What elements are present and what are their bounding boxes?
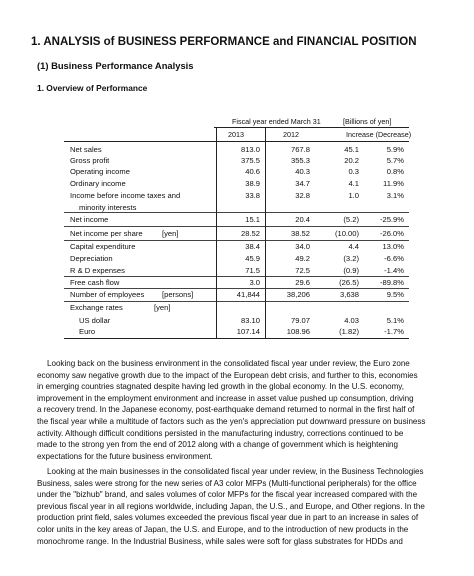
paragraph-line: made to the strong yen from the end of 2012 along with a change of government which is heightening [37, 440, 399, 450]
value-2013: 15.1 [245, 215, 260, 224]
paragraph-line: Looking at the main businesses in the consolidated fiscal year under review, in the Business Technologies [47, 467, 424, 476]
value-2013: 71.5 [245, 266, 260, 275]
value-2013: 41,844 [236, 290, 260, 299]
value-percent: -26.0% [379, 229, 404, 238]
paragraph [37, 466, 441, 547]
section-heading: 1. ANALYSIS of BUSINESS PERFORMANCE and FINANCIAL POSITION [31, 36, 417, 48]
value-increase: (10.00) [334, 229, 359, 238]
value-2013: 40.6 [245, 167, 260, 176]
value-2012: 79.07 [290, 316, 310, 325]
paragraph-line: economy saw negative growth due to the impact of the European debt crisis, and further to this, economies [37, 370, 418, 380]
value-2013: 38.4 [245, 242, 260, 251]
value-increase: (3.2) [343, 254, 359, 263]
row-label: Number of employees [70, 290, 145, 299]
value-2012: 49.2 [295, 254, 310, 263]
table-top-rule [214, 127, 409, 128]
paragraph-line: activity. Although difficult conditions persisted in the manufacturing industry, corrections continued to be [37, 428, 404, 438]
row-divider [64, 240, 409, 241]
exchange-currency: Euro [79, 327, 96, 336]
row-label: Income before income taxes and [70, 191, 181, 200]
value-2012: 34.7 [295, 179, 310, 188]
fiscal-year-header: Fiscal year ended March 31 [232, 117, 321, 126]
row-label: Free cash flow [70, 278, 120, 287]
value-increase: (5.2) [343, 215, 359, 224]
col-change-header: Increase (Decrease) [346, 130, 412, 139]
value-2012: 355.3 [290, 156, 310, 165]
row-unit: [persons] [162, 290, 194, 299]
row-divider [64, 301, 409, 302]
value-2013: 3.0 [249, 278, 260, 287]
table-divider-netincome [64, 212, 409, 213]
row-divider [64, 288, 409, 289]
value-percent: 5.9% [386, 145, 404, 154]
row-label: Net income [70, 215, 109, 224]
value-increase: 4.1 [348, 179, 359, 188]
paragraph-line: Looking back on the business environment in the consolidated fiscal year under review, the Euro zone [47, 359, 410, 368]
value-percent: 5.7% [386, 156, 404, 165]
value-increase: 4.4 [348, 242, 359, 251]
paragraph-line: production print field, sales volumes exceeded the previous fiscal year due in part to an increase in sales of [37, 513, 419, 523]
value-increase: 1.0 [348, 191, 359, 200]
value-percent: -89.8% [379, 278, 404, 287]
value-increase: (0.9) [343, 266, 359, 275]
paragraph-line: the fiscal year while a multitude of factors such as the yen's appreciation put downward pressure on business [37, 416, 426, 426]
value-increase: 20.2 [344, 156, 359, 165]
exchange-currency: US dollar [79, 316, 111, 325]
value-percent: 9.5% [386, 290, 404, 299]
value-2013: 45.9 [245, 254, 260, 263]
col-2013-right-border [265, 127, 266, 338]
value-2013: 33.8 [245, 191, 260, 200]
value-2013: 28.52 [240, 229, 260, 238]
paragraph-line: under the "bizhub" brand, and sales volumes of color MFPs for the fiscal year increased compared with the [37, 490, 418, 500]
paragraph-line: monochrome range. In the Industrial Business, while sales were soft for glass substrates for HDDs and [37, 536, 403, 546]
value-2012: 767.8 [290, 145, 310, 154]
value-percent: -25.9% [379, 215, 404, 224]
exchange-rates-label: Exchange rates [70, 303, 123, 312]
value-2013: 375.5 [240, 156, 260, 165]
row-label: Net income per share [70, 229, 143, 238]
value-percent: -1.4% [384, 266, 404, 275]
row-label: R & D expenses [70, 266, 125, 275]
value-percent: 5.1% [386, 316, 404, 325]
value-2012: 108.96 [286, 327, 310, 336]
value-2012: 38,206 [286, 290, 310, 299]
paragraph-line: color units in the key areas of Japan, the U.S. and Europe, and to the introduction of new products in the [37, 524, 409, 534]
exchange-rates-unit: [yen] [154, 303, 171, 312]
value-increase: 4.03 [344, 316, 359, 325]
row-label: Capital expenditure [70, 242, 136, 251]
value-2013: 813.0 [240, 145, 260, 154]
value-2012: 32.8 [295, 191, 310, 200]
row-label: Net sales [70, 145, 102, 154]
value-increase: (26.5) [339, 278, 359, 287]
paragraph [37, 358, 441, 462]
paragraph-line: improvement in the employment environment and increase in asset value pushed up consumption, driving [37, 393, 414, 403]
overview-heading: 1. Overview of Performance [37, 83, 148, 93]
row-label: Operating income [70, 167, 130, 176]
table-header-rule [64, 141, 409, 142]
paragraph-line: Business, sales were strong for the new series of A3 color MFPs (Multi-functional peripherals) for the office [37, 478, 417, 488]
value-2013: 38.9 [245, 179, 260, 188]
table-bottom-rule [64, 338, 409, 339]
value-increase: 45.1 [344, 145, 359, 154]
value-2012: 72.5 [295, 266, 310, 275]
row-unit: [yen] [162, 229, 179, 238]
paragraph-line: expectations for the future business environment. [37, 451, 213, 461]
row-label: Gross profit [70, 156, 110, 165]
value-2013: 107.14 [236, 327, 260, 336]
value-percent: 13.0% [382, 242, 404, 251]
paragraph-line: previous fiscal year in all regions worldwide, including Japan, the U.S., and Europe, and Other regions. In the [37, 501, 425, 511]
row-label-cont: minority interests [79, 203, 137, 212]
row-label: Ordinary income [70, 179, 126, 188]
col-2012-header: 2012 [283, 130, 299, 139]
row-divider [64, 226, 409, 227]
col-2013-left-border [216, 127, 217, 338]
value-percent: 0.8% [386, 167, 404, 176]
value-percent: -6.6% [384, 254, 404, 263]
value-2012: 40.3 [295, 167, 310, 176]
value-percent: 3.1% [386, 191, 404, 200]
value-2013: 83.10 [240, 316, 260, 325]
unit-header: [Billions of yen] [343, 117, 392, 126]
paragraph-line: in emerging countries stagnated despite having led growth in the global economy. In the U.S. economy, [37, 382, 404, 392]
value-increase: (1.82) [339, 327, 359, 336]
value-percent: 11.9% [383, 179, 404, 188]
value-percent: -1.7% [384, 327, 404, 336]
value-2012: 38.52 [290, 229, 310, 238]
col-2013-header: 2013 [228, 130, 244, 139]
row-divider [64, 276, 409, 277]
value-2012: 34.0 [295, 242, 310, 251]
subsection-heading: (1) Business Performance Analysis [37, 60, 194, 71]
paragraph-line: a recovery trend. In the Japanese economy, post-earthquake demand returned to normal in the first half of [37, 405, 415, 415]
row-label: Depreciation [70, 254, 113, 263]
value-2012: 29.6 [295, 278, 310, 287]
value-increase: 3,638 [339, 290, 359, 299]
value-2012: 20.4 [295, 215, 310, 224]
value-increase: 0.3 [348, 167, 359, 176]
